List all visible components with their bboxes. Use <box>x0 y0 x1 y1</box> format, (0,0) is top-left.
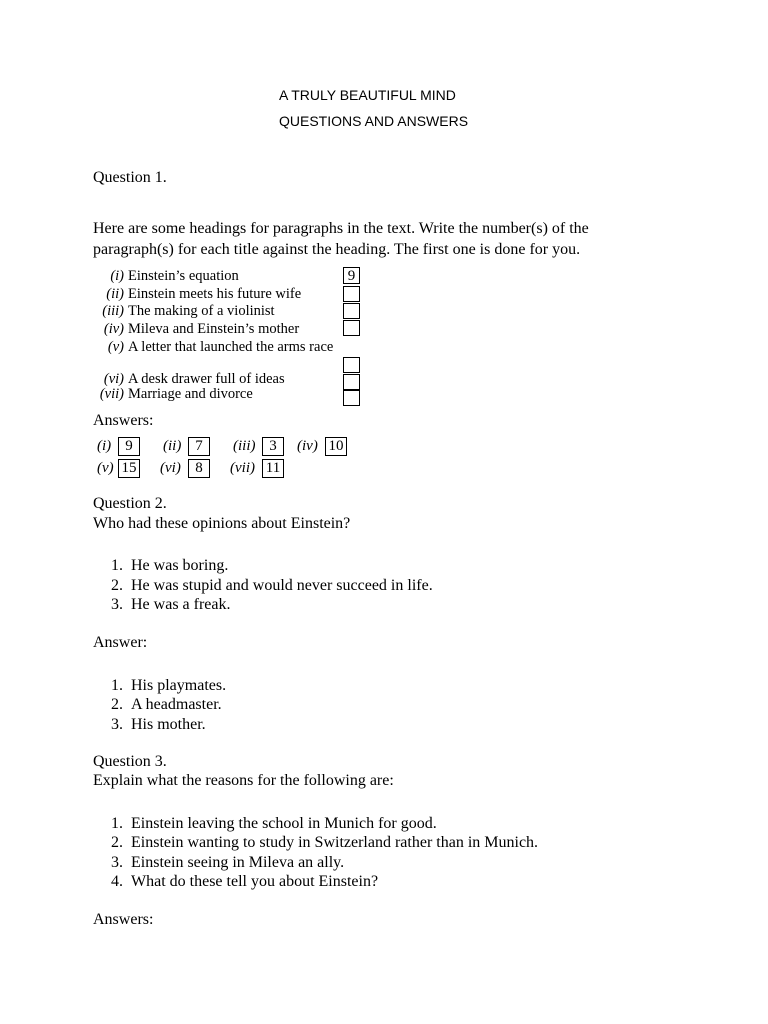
answer-box: 10 <box>325 437 347 456</box>
list-item-text: Einstein seeing in Mileva an ally. <box>131 854 345 871</box>
document-subtitle: QUESTIONS AND ANSWERS <box>279 113 469 129</box>
list-item: 1. Einstein leaving the school in Munich for good. <box>111 815 437 832</box>
question-3-label: Question 3. <box>93 753 167 770</box>
question-2-answer-label: Answer: <box>93 634 148 651</box>
question-3-answers-label: Answers: <box>93 911 154 928</box>
list-item: 4. What do these tell you about Einstein? <box>111 873 379 890</box>
heading-text: Mileva and Einstein’s mother <box>128 321 300 337</box>
paragraph-number-box <box>343 374 360 390</box>
heading-number: (iv) <box>103 321 124 337</box>
heading-item <box>92 286 301 303</box>
list-item: 3. He was a freak. <box>111 596 231 613</box>
answer-box: 8 <box>188 459 210 478</box>
answer-number: (vii) <box>230 460 255 476</box>
heading-item <box>92 321 299 338</box>
document-title: A TRULY BEAUTIFUL MIND <box>279 87 456 103</box>
paragraph-number-box <box>343 390 360 406</box>
list-item-text: Einstein leaving the school in Munich for good. <box>131 815 437 832</box>
answer-number: (vi) <box>160 460 181 476</box>
paragraph-number-box <box>343 357 360 373</box>
heading-number: (vi) <box>103 371 124 387</box>
list-item: 2. Einstein wanting to study in Switzerland rather than in Munich. <box>111 834 539 851</box>
answer-box: 9 <box>118 437 140 456</box>
list-item-text: He was a freak. <box>131 596 231 613</box>
heading-number: (ii) <box>106 286 124 302</box>
heading-number: (vii) <box>99 386 124 402</box>
heading-text: The making of a violinist <box>128 303 275 319</box>
heading-number: (iii) <box>102 303 124 319</box>
paragraph-number-box <box>343 286 360 302</box>
list-item: 3. His mother. <box>111 716 206 733</box>
answer-number: (i) <box>97 438 112 454</box>
question-1-instruction-line2: paragraph(s) for each title against the heading. The first one is done for you. <box>93 241 581 258</box>
question-2-prompt: Who had these opinions about Einstein? <box>93 515 351 532</box>
list-item-text: His playmates. <box>131 677 227 694</box>
list-item-text: Einstein wanting to study in Switzerland rather than in Munich. <box>131 834 539 851</box>
heading-item <box>92 339 333 356</box>
list-item: 1. He was boring. <box>111 557 229 574</box>
heading-text: Einstein meets his future wife <box>128 286 302 302</box>
heading-text: A letter that launched the arms race <box>128 339 334 355</box>
answer-number: (iii) <box>233 438 256 454</box>
answer-number: (ii) <box>163 438 182 454</box>
heading-item <box>92 268 239 285</box>
paragraph-number-box <box>343 303 360 319</box>
list-item-text: He was stupid and would never succeed in life. <box>131 577 433 594</box>
answer-number: (v) <box>97 460 114 476</box>
list-item-text: His mother. <box>131 716 206 733</box>
answer-box: 11 <box>262 459 284 478</box>
list-item-text: He was boring. <box>131 557 229 574</box>
question-2-label: Question 2. <box>93 495 167 512</box>
heading-item <box>92 386 253 403</box>
heading-text: Einstein’s equation <box>128 268 239 284</box>
list-item-text: What do these tell you about Einstein? <box>131 873 379 890</box>
list-item-text: A headmaster. <box>131 696 222 713</box>
question-1-answers-label: Answers: <box>93 412 154 429</box>
heading-item <box>92 303 275 320</box>
paragraph-number-box <box>343 320 360 336</box>
heading-number: (v) <box>107 339 124 355</box>
heading-text: Marriage and divorce <box>128 386 253 402</box>
question-1-instruction-line1: Here are some headings for paragraphs in the text. Write the number(s) of the <box>93 220 589 237</box>
heading-text: A desk drawer full of ideas <box>128 371 285 387</box>
list-item: 1. His playmates. <box>111 677 227 694</box>
list-item: 2. A headmaster. <box>111 696 222 713</box>
answer-box: 7 <box>188 437 210 456</box>
question-3-prompt: Explain what the reasons for the following are: <box>93 772 394 789</box>
heading-number: (i) <box>110 268 124 284</box>
list-item: 3. Einstein seeing in Mileva an ally. <box>111 854 345 871</box>
answer-box: 15 <box>118 459 140 478</box>
answer-number: (iv) <box>297 438 318 454</box>
answer-box: 3 <box>262 437 284 456</box>
list-item: 2. He was stupid and would never succeed in life. <box>111 577 433 594</box>
question-1-label: Question 1. <box>93 169 167 186</box>
paragraph-number-box: 9 <box>343 267 360 284</box>
